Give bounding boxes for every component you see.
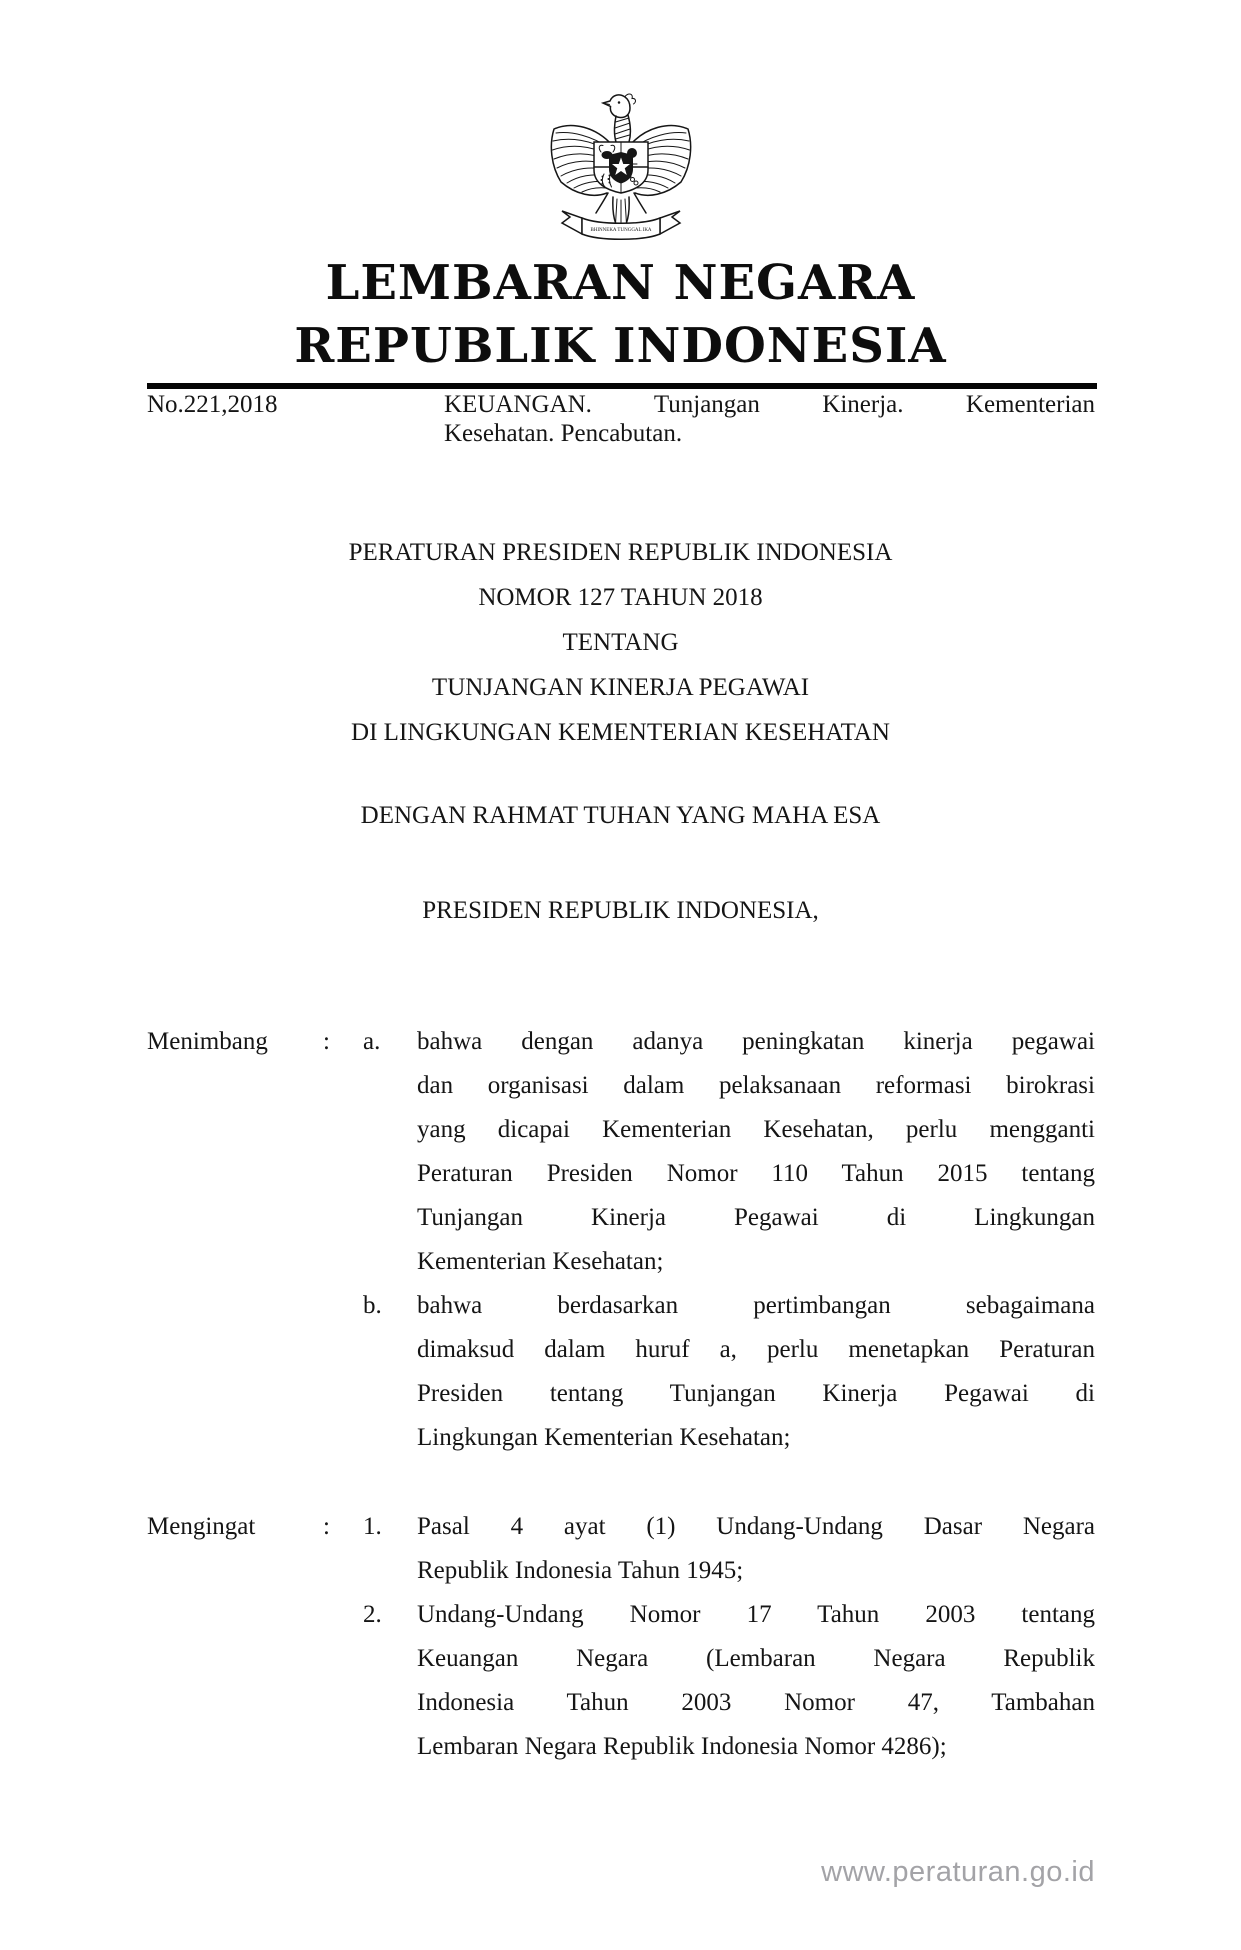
item-line: Pasal 4 ayat (1) Undang-Undang Dasar Negara <box>417 1513 1095 1540</box>
section-item <box>363 1284 1095 1460</box>
item-lines <box>417 1505 1095 1593</box>
item-line: dan organisasi dalam pelaksanaan reformasi birokrasi <box>417 1072 1095 1099</box>
section-item <box>363 1505 1095 1593</box>
item-line: Lingkungan Kementerian Kesehatan; <box>417 1424 791 1451</box>
garuda-pancasila-icon <box>546 86 696 251</box>
invocation-line: DENGAN RAHMAT TUHAN YANG MAHA ESA <box>360 802 881 829</box>
issue-subject-line: Kesehatan. Pencabutan. <box>444 420 683 447</box>
section-item <box>363 1593 1095 1769</box>
section-colon: : <box>323 1513 330 1540</box>
issue-subject <box>444 390 1095 448</box>
section-menimbang <box>147 1020 1095 1460</box>
item-line: Tunjangan Kinerja Pegawai di Lingkungan <box>417 1204 1095 1231</box>
title-block <box>0 530 1241 755</box>
item-line: bahwa berdasarkan pertimbangan sebagaimana <box>417 1292 1095 1319</box>
item-line: Keuangan Negara (Lembaran Negara Republik <box>417 1645 1095 1672</box>
footer-url: www.peraturan.go.id <box>821 1856 1095 1888</box>
section-item <box>363 1020 1095 1284</box>
preamble-sections <box>147 1020 1095 1814</box>
section-mengingat <box>147 1505 1095 1769</box>
item-marker: 2. <box>363 1601 382 1628</box>
garuda-pancasila-emblem <box>546 86 696 251</box>
item-line: Indonesia Tahun 2003 Nomor 47, Tambahan <box>417 1689 1095 1716</box>
section-label: Menimbang <box>147 1028 268 1055</box>
item-marker: a. <box>363 1028 381 1055</box>
item-line: bahwa dengan adanya peningkatan kinerja pegawai <box>417 1028 1095 1055</box>
section-colon: : <box>323 1028 330 1055</box>
heading-line: TUNJANGAN KINERJA PEGAWAI <box>431 674 810 701</box>
item-marker: 1. <box>363 1513 382 1540</box>
item-marker: b. <box>363 1292 382 1319</box>
heading-line: NOMOR 127 TAHUN 2018 <box>478 584 763 611</box>
item-line: yang dicapai Kementerian Kesehatan, perlu mengganti <box>417 1116 1095 1143</box>
item-lines <box>417 1593 1095 1769</box>
motto-text: BHINNEKA TUNGGAL IKA <box>589 228 652 233</box>
heading-line: TENTANG <box>562 629 679 656</box>
masthead-rule <box>147 383 1097 389</box>
pancasila-shield <box>594 142 648 193</box>
masthead-line1: LEMBARAN NEGARA <box>325 255 916 311</box>
item-lines <box>417 1284 1095 1460</box>
item-lines <box>417 1020 1095 1284</box>
authority-line: PRESIDEN REPUBLIK INDONESIA, <box>422 897 819 924</box>
masthead-line2: REPUBLIK INDONESIA <box>294 318 947 374</box>
issue-number: No.221,2018 <box>147 391 278 418</box>
item-line: Presiden tentang Tunjangan Kinerja Pegawai di <box>417 1380 1095 1407</box>
masthead <box>0 252 1241 378</box>
section-label: Mengingat <box>147 1513 256 1540</box>
heading-line: PERATURAN PRESIDEN REPUBLIK INDONESIA <box>348 539 893 566</box>
item-line: Kementerian Kesehatan; <box>417 1248 664 1275</box>
item-line: Peraturan Presiden Nomor 110 Tahun 2015 tentang <box>417 1160 1095 1187</box>
item-line: Lembaran Negara Republik Indonesia Nomor 4286); <box>417 1733 947 1760</box>
issue-subject-line: KEUANGAN. Tunjangan Kinerja. Kementerian <box>444 391 1095 418</box>
heading-line: DI LINGKUNGAN KEMENTERIAN KESEHATAN <box>351 719 890 746</box>
item-line: dimaksud dalam huruf a, perlu menetapkan Peraturan <box>417 1336 1095 1363</box>
item-line: Undang-Undang Nomor 17 Tahun 2003 tentang <box>417 1601 1095 1628</box>
section-items <box>363 1020 1095 1460</box>
section-items <box>363 1505 1095 1769</box>
garuda-head <box>603 94 635 142</box>
item-line: Republik Indonesia Tahun 1945; <box>417 1557 744 1584</box>
